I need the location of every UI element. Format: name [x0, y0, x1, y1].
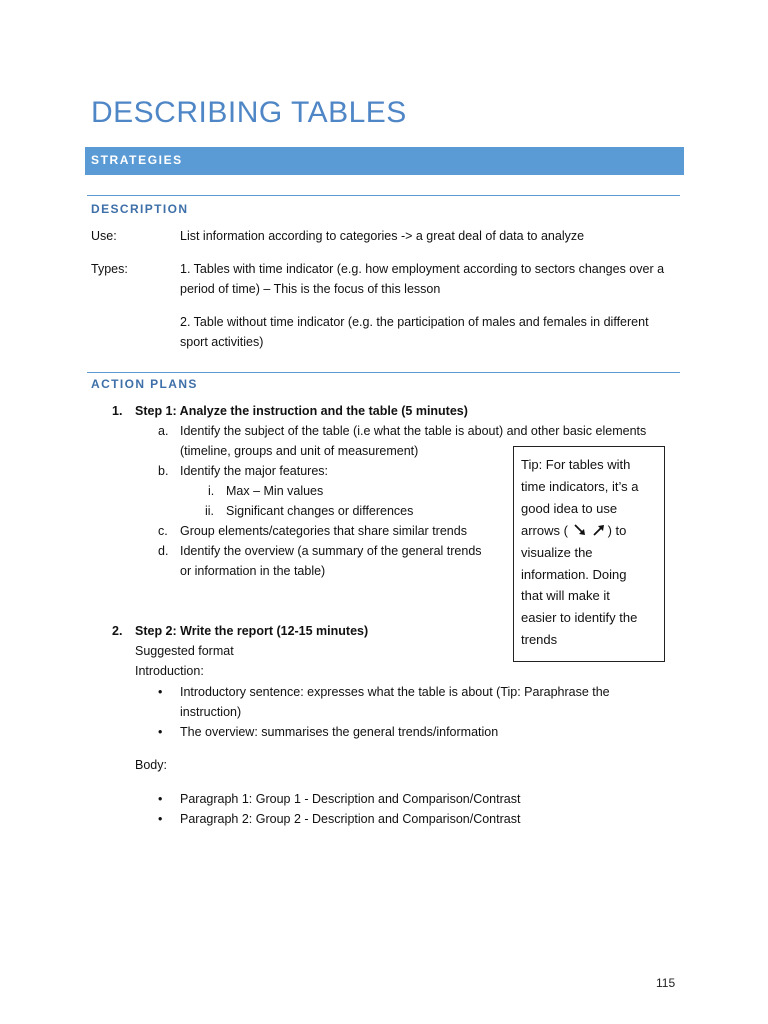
- tip-line4: [521, 520, 626, 542]
- step1-d-line2: or information in the table): [180, 564, 326, 578]
- suggested-format: Suggested format: [135, 644, 234, 658]
- tip-line4-pre: arrows (: [521, 523, 568, 538]
- description-heading: DESCRIPTION: [91, 202, 189, 216]
- type2-line1: 2. Table without time indicator (e.g. the participation of males and females in different: [180, 315, 649, 329]
- tip-line5: visualize the: [521, 545, 593, 560]
- tip-line8: easier to identify the: [521, 610, 638, 625]
- body-bullet-1: •: [158, 792, 163, 806]
- use-label: Use:: [91, 229, 117, 243]
- step1-bi-text: Max – Min values: [226, 484, 324, 498]
- type2-line2: sport activities): [180, 335, 264, 349]
- step1-d-marker: d.: [158, 544, 169, 558]
- introduction-label: Introduction:: [135, 664, 204, 678]
- step1-bii-marker: ii.: [205, 504, 215, 518]
- step1-number: 1.: [112, 404, 123, 418]
- description-rule: [87, 195, 680, 196]
- body-b2-text: Paragraph 2: Group 2 - Description and Comparison/Contrast: [180, 812, 521, 826]
- body-b1-text: Paragraph 1: Group 1 - Description and Comparison/Contrast: [180, 792, 521, 806]
- tip-line1: Tip: For tables with: [521, 457, 631, 472]
- type1-line2: period of time) – This is the focus of this lesson: [180, 282, 441, 296]
- use-text: List information according to categories -> a great deal of data to analyze: [180, 229, 585, 243]
- step1-a-line1: Identify the subject of the table (i.e what the table is about) and other basic elements: [180, 424, 647, 438]
- step1-c-marker: c.: [158, 524, 168, 538]
- body-bullet-2: •: [158, 812, 163, 826]
- step1-bi-marker: i.: [208, 484, 215, 498]
- intro-b2-text: The overview: summarises the general trends/information: [180, 725, 499, 739]
- tip-line4-post: ) to: [607, 523, 627, 538]
- tip-line7: that will make it: [521, 588, 610, 603]
- step1-a-line2: (timeline, groups and unit of measurement): [180, 444, 419, 458]
- step1-b-marker: b.: [158, 464, 169, 478]
- body-label: Body:: [135, 758, 167, 772]
- tip-line9: trends: [521, 632, 558, 647]
- step2-number: 2.: [112, 624, 123, 638]
- action-plans-heading: ACTION PLANS: [91, 377, 198, 391]
- step1-d-line1: Identify the overview (a summary of the general trends: [180, 544, 482, 558]
- intro-bullet-1: •: [158, 685, 163, 699]
- page-number: 115: [656, 976, 676, 990]
- intro-b1-line2: instruction): [180, 705, 242, 719]
- step1-c-text: Group elements/categories that share similar trends: [180, 524, 467, 538]
- action-plans-rule: [87, 372, 680, 373]
- strategies-banner-label: STRATEGIES: [91, 153, 183, 167]
- page-title: DESCRIBING TABLES: [91, 96, 407, 129]
- tip-line6: information. Doing: [521, 567, 627, 582]
- types-label: Types:: [91, 262, 128, 276]
- step1-label: Step 1: Analyze the instruction and the table (5 minutes): [135, 404, 468, 418]
- tip-line2: time indicators, it’s a: [521, 479, 639, 494]
- trend-arrows-icon: [572, 523, 608, 537]
- step1-a-marker: a.: [158, 424, 169, 438]
- intro-b1-line1: Introductory sentence: expresses what the table is about (Tip: Paraphrase the: [180, 685, 610, 699]
- type1-line1: 1. Tables with time indicator (e.g. how employment according to sectors changes over a: [180, 262, 665, 276]
- intro-bullet-2: •: [158, 725, 163, 739]
- step2-label: Step 2: Write the report (12-15 minutes): [135, 624, 369, 638]
- tip-line3: good idea to use: [521, 501, 618, 516]
- step1-bii-text: Significant changes or differences: [226, 504, 414, 518]
- step1-b-text: Identify the major features:: [180, 464, 328, 478]
